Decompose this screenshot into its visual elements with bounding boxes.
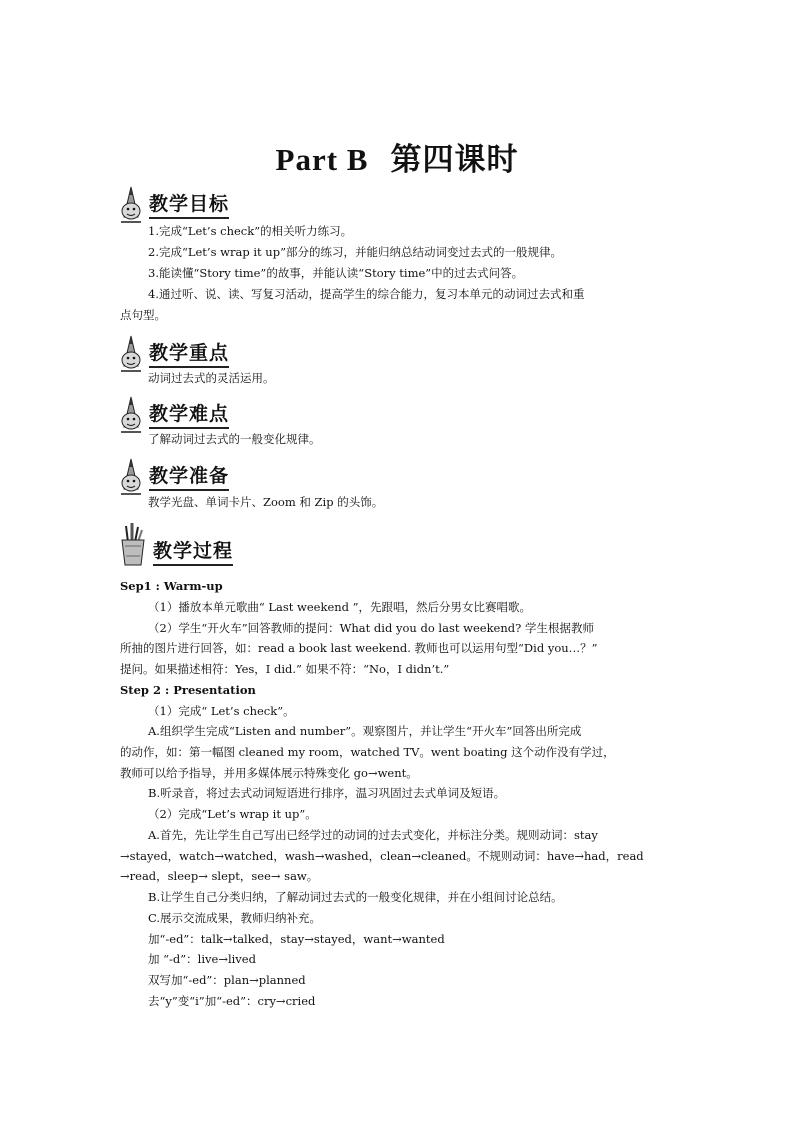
step2-line-3: 的动作，如：第一幅图 cleaned my room，watched TV。went boating 这个动作没有学过， — [120, 745, 615, 759]
step2-line-2: A.组织学生完成“Listen and number”。观察图片，并让学生“开火车”回答出所完成 — [148, 724, 582, 738]
step2-title: Step 2 : Presentation — [120, 683, 256, 697]
step1-title: Sep1 : Warm-up — [120, 579, 223, 593]
goal-item-4-cont: 点句型。 — [120, 308, 166, 322]
step1-line-4: 提问。如果描述相符：Yes，I did.” 如果不符：“No，I didn’t.” — [120, 662, 450, 676]
title-lesson: 第四课时 — [390, 142, 519, 177]
step2-line-6: （2）完成“Let’s wrap it up”。 — [148, 807, 317, 821]
step1-line-1: （1）播放本单元歌曲“ Last weekend ”，先跟唱，然后分男女比赛唱歌。 — [148, 600, 532, 614]
step2-line-5: B.听录音，将过去式动词短语进行排序，温习巩固过去式单词及短语。 — [148, 786, 506, 800]
step2-line-4: 教师可以给予指导，并用多媒体展示特殊变化 go→went。 — [120, 766, 418, 780]
pencil-cup-icon — [116, 522, 150, 566]
pencil-mascot-icon — [116, 332, 150, 372]
pencil-mascot-icon — [116, 455, 150, 495]
title-part: Part B — [275, 142, 369, 177]
page-title — [0, 134, 794, 179]
step2-line-14: 双写加“-ed”：plan→planned — [148, 973, 306, 987]
step2-line-1: （1）完成“ Let’s check”。 — [148, 704, 295, 718]
section-goals-title: 教学目标 — [149, 189, 229, 219]
keypoints-text: 动词过去式的灵活运用。 — [148, 371, 275, 385]
step2-line-9: →read，sleep→ slept，see→ saw。 — [120, 869, 319, 883]
goal-item-4: 4.通过听、说、读、写复习活动，提高学生的综合能力，复习本单元的动词过去式和重 — [148, 287, 585, 301]
step2-line-7: A.首先，先让学生自己写出已经学过的动词的过去式变化，并标注分类。规则动词：stay — [148, 828, 598, 842]
section-keypoints-title: 教学重点 — [149, 338, 229, 368]
step1-line-3: 所抽的图片进行回答，如：read a book last weekend. 教师也可以运用句型“Did you…？” — [120, 641, 598, 655]
goal-item-2: 2.完成“Let’s wrap it up”部分的练习，并能归纳总结动词变过去式的一般规律。 — [148, 245, 562, 259]
section-process-title: 教学过程 — [153, 536, 233, 566]
step1-line-2: （2）学生“开火车”回答教师的提问：What did you do last weekend? 学生根据教师 — [148, 621, 594, 635]
step2-line-15: 去“y”变“i”加“-ed”：cry→cried — [148, 994, 316, 1008]
step2-line-13: 加 “-d”：live→lived — [148, 952, 256, 966]
section-preparation-title: 教学准备 — [149, 461, 229, 491]
step2-line-11: C.展示交流成果，教师归纳补充。 — [148, 911, 322, 925]
step2-line-8: →stayed，watch→watched，wash→washed，clean→cleaned。不规则动词：have→had，read — [120, 849, 644, 863]
preparation-text: 教学光盘、单词卡片、Zoom 和 Zip 的头饰。 — [148, 495, 384, 509]
pencil-mascot-icon — [116, 393, 150, 433]
step2-line-10: B.让学生自己分类归纳，了解动词过去式的一般变化规律，并在小组间讨论总结。 — [148, 890, 563, 904]
goal-item-1: 1.完成“Let’s check”的相关听力练习。 — [148, 224, 353, 238]
difficulties-text: 了解动词过去式的一般变化规律。 — [148, 432, 321, 446]
goal-item-3: 3.能读懂“Story time”的故事，并能认读“Story time”中的过去式问答。 — [148, 266, 524, 280]
section-difficulties-title: 教学难点 — [149, 399, 229, 429]
step2-line-12: 加“-ed”：talk→talked，stay→stayed，want→wanted — [148, 932, 445, 946]
pencil-mascot-icon — [116, 183, 150, 223]
